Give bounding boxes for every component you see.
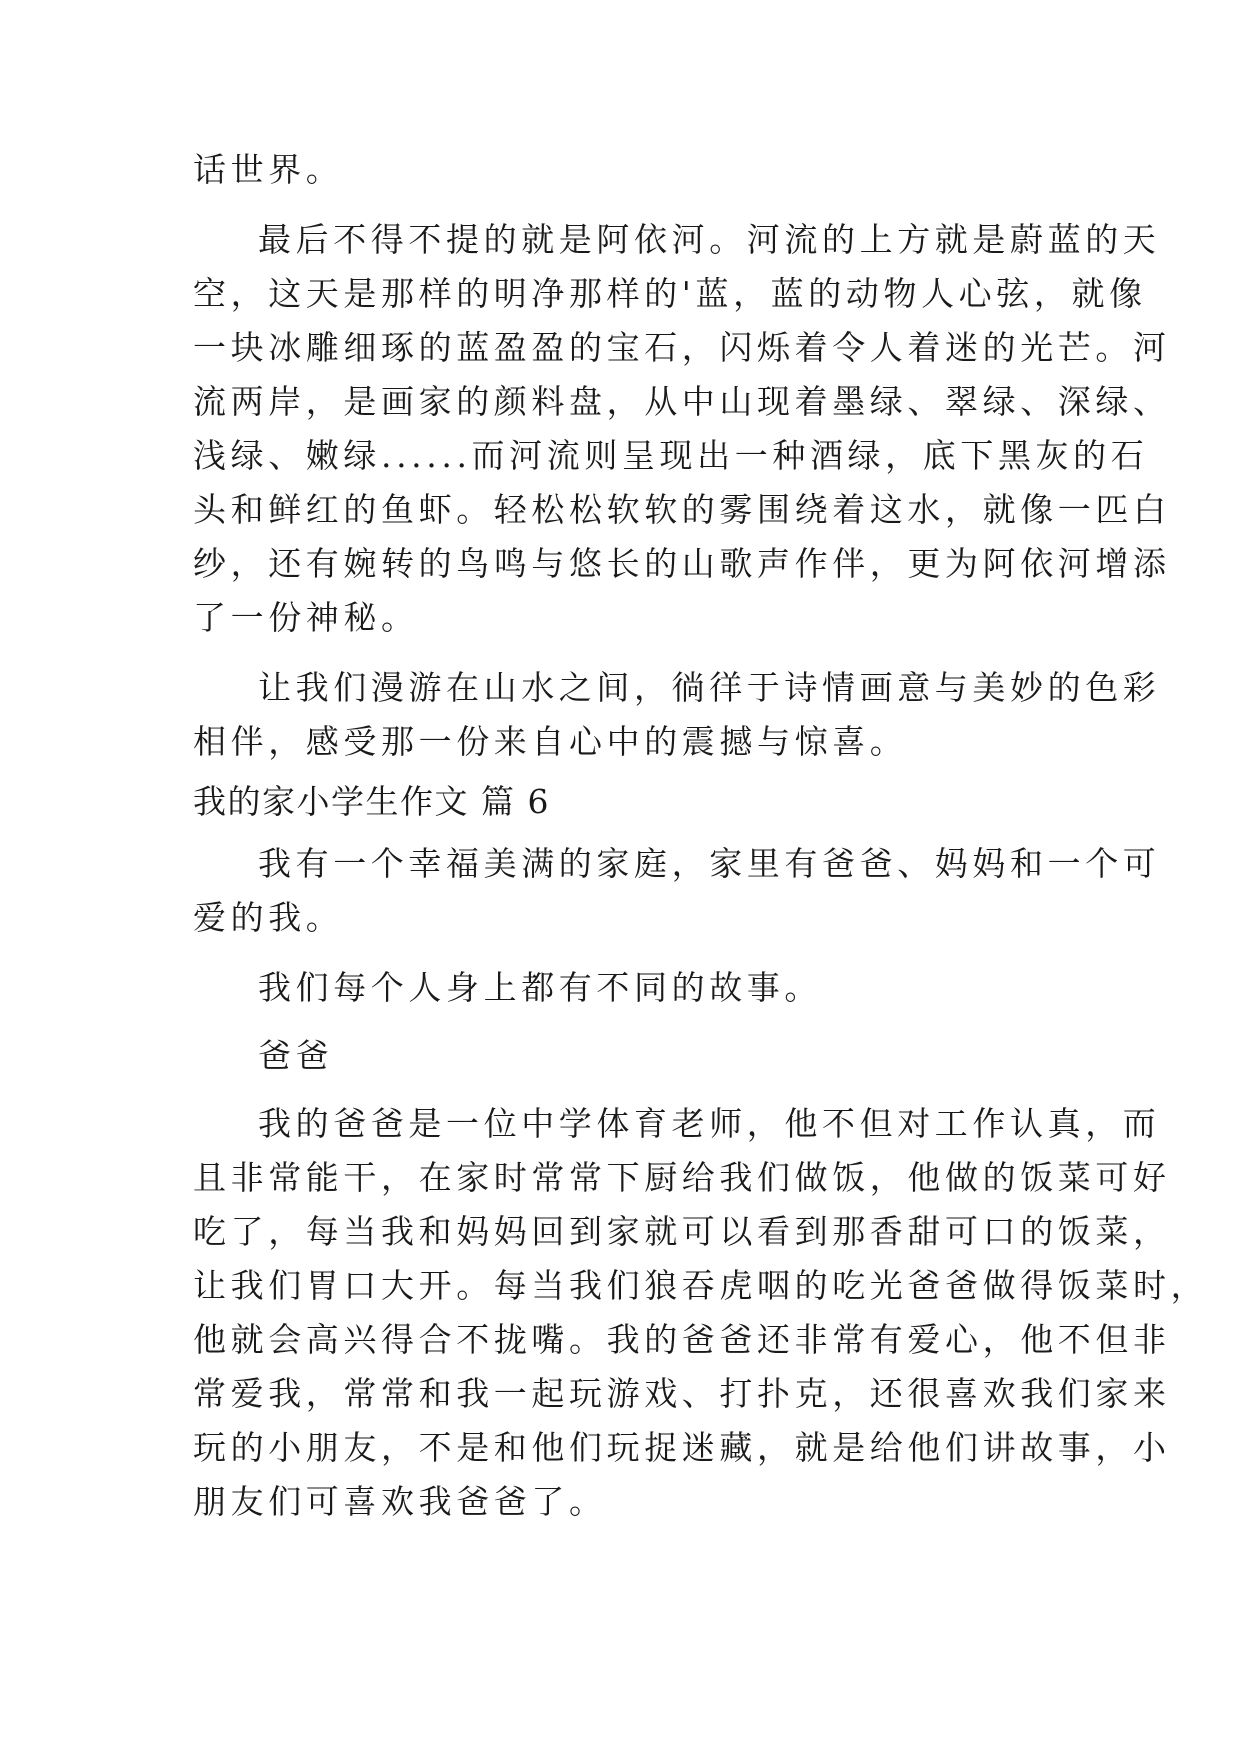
paragraph-line: 且非常能干，在家时常常下厨给我们做饭，他做的饭菜可好 bbox=[193, 1158, 1171, 1197]
paragraph-line: 爱的我。 bbox=[193, 898, 344, 937]
paragraph-line: 最后不得不提的就是阿依河。河流的上方就是蔚蓝的天 bbox=[258, 220, 1161, 259]
paragraph-line: 常爱我，常常和我一起玩游戏、打扑克，还很喜欢我们家来 bbox=[193, 1374, 1171, 1413]
paragraph-line: 相伴，感受那一份来自心中的震撼与惊喜。 bbox=[193, 722, 908, 761]
paragraph-line: 了一份神秘。 bbox=[193, 598, 419, 637]
paragraph-line: 我们每个人身上都有不同的故事。 bbox=[258, 968, 822, 1007]
paragraph-line: 纱，还有婉转的鸟鸣与悠长的山歌声作伴，更为阿依河增添 bbox=[193, 544, 1171, 583]
paragraph-line: 我有一个幸福美满的家庭，家里有爸爸、妈妈和一个可 bbox=[258, 844, 1161, 883]
paragraph-line: 空，这天是那样的明净那样的'蓝，蓝的动物人心弦，就像 bbox=[193, 274, 1147, 313]
paragraph-line: 头和鲜红的鱼虾。轻松松软软的雾围绕着这水，就像一匹白 bbox=[193, 490, 1171, 529]
paragraph-line: 浅绿、嫩绿......而河流则呈现出一种酒绿，底下黑灰的石 bbox=[193, 436, 1149, 475]
paragraph-line: 话世界。 bbox=[193, 150, 344, 189]
paragraph-line: 他就会高兴得合不拢嘴。我的爸爸还非常有爱心，他不但非 bbox=[193, 1320, 1171, 1359]
paragraph-line: 朋友们可喜欢我爸爸了。 bbox=[193, 1482, 607, 1521]
paragraph-line: 一块冰雕细琢的蓝盈盈的宝石，闪烁着令人着迷的光芒。河 bbox=[193, 328, 1171, 367]
paragraph-line: 让我们漫游在山水之间，徜徉于诗情画意与美妙的色彩 bbox=[258, 668, 1161, 707]
paragraph-line: 我的爸爸是一位中学体育老师，他不但对工作认真，而 bbox=[258, 1104, 1161, 1143]
section-heading: 我的家小学生作文 篇 6 bbox=[193, 782, 550, 821]
paragraph-line: 流两岸，是画家的颜料盘，从中山现着墨绿、翠绿、深绿、 bbox=[193, 382, 1171, 421]
paragraph-line: 吃了，每当我和妈妈回到家就可以看到那香甜可口的饭菜， bbox=[193, 1212, 1171, 1251]
paragraph-line: 玩的小朋友，不是和他们玩捉迷藏，就是给他们讲故事，小 bbox=[193, 1428, 1171, 1467]
paragraph-line: 让我们胃口大开。每当我们狼吞虎咽的吃光爸爸做得饭菜时， bbox=[193, 1266, 1209, 1305]
paragraph-line: 爸爸 bbox=[258, 1036, 334, 1075]
